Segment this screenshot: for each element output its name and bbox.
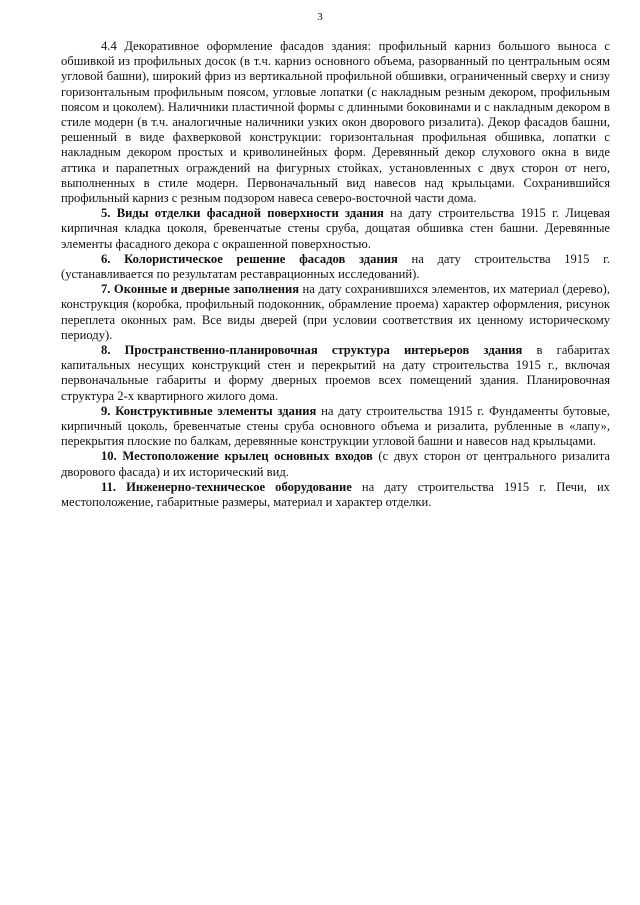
paragraph-interior-structure (61, 343, 610, 404)
paragraph-facade-finish (61, 206, 610, 252)
paragraph-structural-elements (61, 404, 610, 450)
paragraph-text: на дату строительства 1915 г. (устанавливается по результатам реставрационных исследований). (61, 251, 610, 282)
paragraph-text: на дату строительства 1915 г. Печи, их местоположение, габаритные размеры, материал и характер отделки. (61, 479, 610, 510)
paragraph-engineering-equipment (61, 480, 610, 510)
paragraph-heading: 6. Колористическое решение фасадов здания (101, 251, 398, 266)
paragraph-heading: 11. Инженерно-техническое оборудование (101, 479, 352, 494)
paragraph-heading: 5. Виды отделки фасадной поверхности здания (101, 206, 384, 221)
page-number: 3 (317, 11, 323, 23)
paragraph-heading: 9. Конструктивные элементы здания (101, 403, 317, 418)
paragraph-decorative-facade (61, 39, 610, 206)
paragraph-text: на дату сохранившихся элементов, их материал (дерево), конструкция (коробка, профильный подоконник, обрамление проема) характер оформления, рисунок переплета оконных рам. Все виды дверей (при условии соответствия их ценному историческому периоду). (61, 282, 610, 342)
paragraph-text: в габаритах капитальных несущих конструкций стен и перекрытий на дату строительства 1915 г., включая первоначальные габариты и форму дверных проемов всех помещений здания. Планировочная структура 2-х квартирного жилого дома. (61, 343, 610, 403)
document-body (61, 39, 610, 510)
paragraph-text: на дату строительства 1915 г. Фундаменты бутовые, кирпичный цоколь, бревенчатые стены сруба основного объема и ризалита, рубленные в «лапу», перекрытия плоские по балкам, деревянные конструкции угловой башни и навесов над крыльцами. (61, 403, 610, 449)
paragraph-porch-location (61, 449, 610, 479)
paragraph-heading: 7. Оконные и дверные заполнения (101, 282, 300, 297)
paragraph-text: (с двух сторон от центрального ризалита дворового фасада) и их исторический вид. (61, 449, 610, 479)
paragraph-color-scheme (61, 252, 610, 282)
paragraph-heading: 10. Местоположение крылец основных входов (101, 449, 373, 464)
paragraph-heading: 8. Пространственно-планировочная структура интерьеров здания (101, 343, 523, 358)
paragraph-text: 4.4 Декоративное оформление фасадов здания: профильный карниз большого выноса с обшивкой из профильных досок (в т.ч. карниз основного объема, разорванный по центральным осям угловой башни), широкий фриз из вертикальной профильной обшивки, ограниченный сверху и снизу горизонтальным профильным поясом, угловые лопатки (с накладным резным декором, профильным поясом и цоколем). Наличники пластичной формы с длинными боковинами и с накладным декором в стиле модерн (в т.ч. аналогичные наличники узких окон дворового ризалита). Декор фасадов башни, решенный в виде фахверковой конструкции: горизонтальная профильная обшивка, лопатки с накладным декором простых и криволинейных форм. Деревянный декор слухового окна в виде аттика и парапетных ограждений на фигурных стойках, установленных с двух сторон от него, выполненных в стиле модерн. Первоначальный вид навесов над крыльцами. Сохранившийся профильный карниз с резным подзором навеса северо-восточной части дома. (61, 39, 610, 206)
paragraph-windows-doors (61, 282, 610, 343)
paragraph-text: на дату строительства 1915 г. Лицевая кирпичная кладка цоколя, бревенчатые стены сруба, дощатая обшивка стен башни. Деревянные элементы фасадного декора с окрашенной поверхностью. (61, 206, 610, 251)
